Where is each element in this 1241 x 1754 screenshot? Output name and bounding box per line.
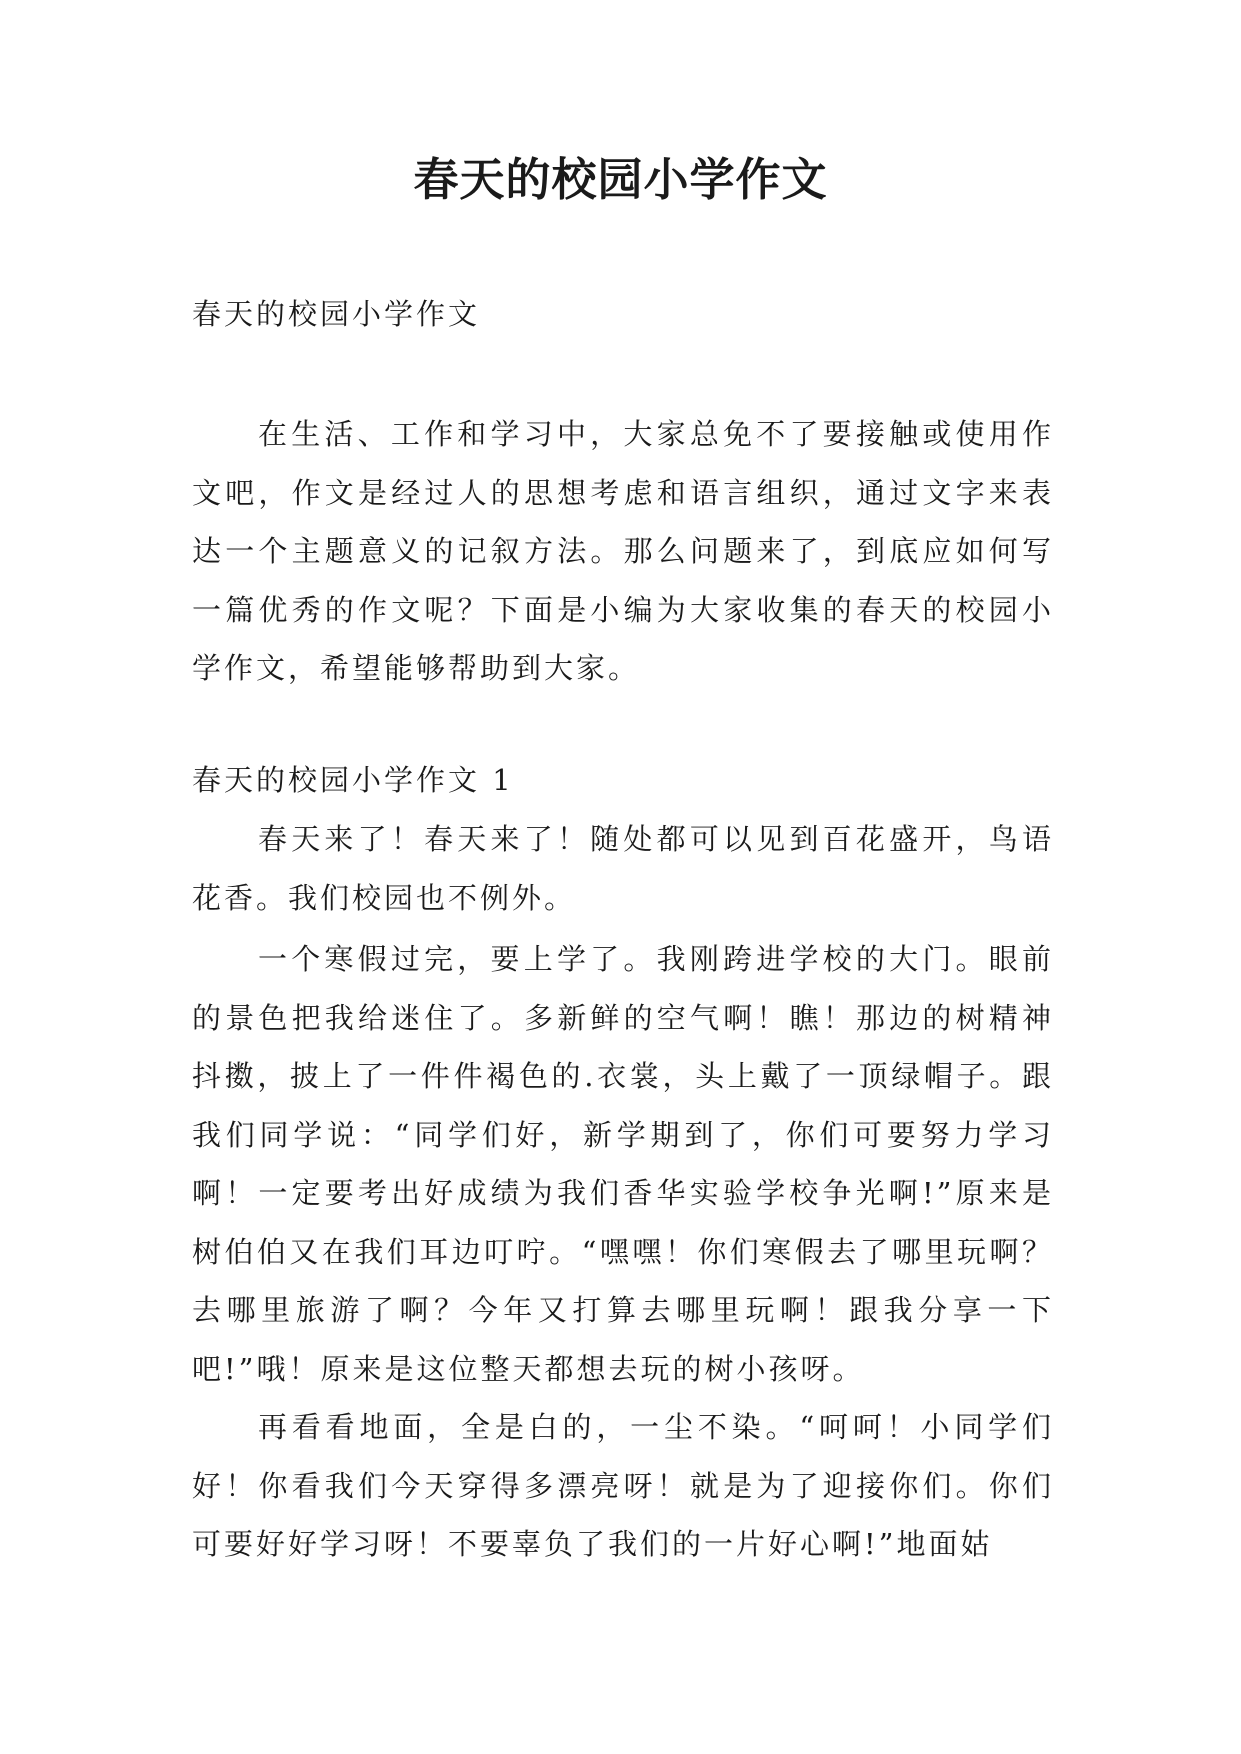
body-paragraph-2: 一个寒假过完，要上学了。我刚跨进学校的大门。眼前的景色把我给迷住了。多新鲜的空气啊！瞧！那边的树精神抖擞，披上了一件件褐色的.衣裳，头上戴了一顶绿帽子。跟我们同学说：“同学们好，新学期到了，你们可要努力学习啊！一定要考出好成绩为我们香华实验学校争光啊!”原来是树伯伯又在我们耳边叮咛。“嘿嘿！你们寒假去了哪里玩啊？去哪里旅游了啊？今年又打算去哪里玩啊！跟我分享一下吧!”哦！原来是这位整天都想去玩的树小孩呀。 bbox=[192, 942, 1054, 1386]
body-paragraph-1: 春天来了！春天来了！随处都可以见到百花盛开，鸟语花香。我们校园也不例外。 bbox=[192, 822, 1054, 915]
intro-paragraph: 在生活、工作和学习中，大家总免不了要接触或使用作文吧，作文是经过人的思想考虑和语言组织，通过文字来表达一个主题意义的记叙方法。那么问题来了，到底应如何写一篇优秀的作文呢？下面是小编为大家收集的春天的校园小学作文，希望能够帮助到大家。 bbox=[192, 417, 1054, 685]
body-paragraph-3: 再看看地面，全是白的，一尘不染。“呵呵！小同学们好！你看我们今天穿得多漂亮呀！就是为了迎接你们。你们可要好好学习呀！不要辜负了我们的一片好心啊!”地面姑 bbox=[192, 1410, 1054, 1561]
section-heading: 春天的校园小学作文 1 bbox=[192, 763, 514, 797]
document-title: 春天的校园小学作文 bbox=[413, 153, 828, 206]
document-subtitle: 春天的校园小学作文 bbox=[192, 297, 481, 331]
